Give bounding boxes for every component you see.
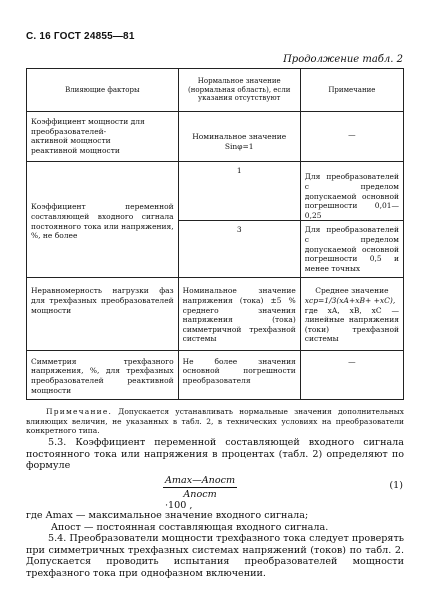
formula-1 [163, 475, 263, 511]
cell-normal: Номинальное значение напряжения (тока) ±5 % среднего значения напряжения (тока) симметричной трехфазной системы [178, 278, 300, 351]
cell-factor: Неравномерность нагрузки фаз для трехфазных преобразователей мощности [27, 278, 179, 351]
cell-factor: Коэффициент переменной составляющей входного сигнала постоянного тока или напряжения, %, не более [27, 162, 179, 278]
note-formula: xср=1/3(xA+xB+ +xC), [304, 295, 396, 305]
paragraph-5-3: 5.3. Коэффициент переменной составляющей входного сигнала постоянного тока или напряжения в процентах (табл. 2) определяют по формуле [26, 437, 404, 472]
cell-note-dash: — [348, 130, 356, 139]
column-header-factors: Влияющие факторы [27, 69, 179, 112]
note-label: Примечание. [46, 407, 113, 416]
table-note [26, 407, 404, 436]
cell-note-group [300, 278, 403, 351]
table-row-symmetry [27, 350, 404, 399]
table-header-row [27, 69, 404, 112]
table-row-load-imbalance [27, 278, 404, 351]
note-text: где xA, xB, xC — линейные напряжения (токи) трехфазной системы [304, 305, 399, 344]
formula-numerator: Amax—Aпост [165, 475, 236, 486]
definition-apost: Aпост — постоянная составляющая входного сигнала. [51, 521, 329, 533]
page-header: С. 16 ГОСТ 24855—81 [26, 31, 135, 42]
column-header-note: Примечание [300, 69, 403, 112]
table-row-power-factor [27, 112, 404, 162]
formula-multiplier: ·100 , [165, 500, 193, 511]
cell-factor: Симметрия трехфазного напряжения, %, для трехфазных преобразователей реактивной мощности [27, 350, 179, 399]
cell-note: Для преобразователей с пределом допускаемой основной погрешности 0,01—0,25 [300, 162, 403, 221]
cell-normal: Не более значения основной погрешности преобразователя [178, 350, 300, 399]
cell-normal: 1 [178, 162, 300, 221]
cell-factor: Коэффициент мощности для преобразователей- активной мощности реактивной мощности [27, 112, 179, 162]
note-body: Допускается устанавливать нормальные значения дополнительных влияющих величин, не указанных в табл. 2, в технических условиях на преобразователи конкретного типа. [26, 407, 404, 436]
cell-note-dash: — [348, 356, 356, 366]
cell-note: Для преобразователей с пределом допускаемой основной погрешности 0,5 и менее точных [300, 221, 403, 278]
formula-definitions [26, 510, 404, 533]
influence-factors-table [26, 68, 404, 400]
note-title: Среднее значение [315, 286, 389, 296]
paragraph-5-4: 5.4. Преобразователи мощности трехфазного тока следует проверять при симметричных трехфазных системах напряжений (токов) по табл. 2. Допускается проводить испытания преобразователей мощности трехфазного тока при однофазном включении. [26, 533, 404, 579]
formula-number: (1) [389, 480, 403, 491]
formula-denominator: Aпост [183, 489, 217, 500]
table-continuation-label: Продолжение табл. 2 [283, 54, 403, 65]
definition-amax: где Amax — максимальное значение входного сигнала; [26, 510, 309, 521]
cell-normal: Номинальное значение Sinφ=1 [178, 112, 300, 162]
table-row-ripple-factor-a [27, 162, 404, 221]
formula-fraction [163, 475, 237, 500]
column-header-normal-value: Нормальное значение (нормальная область), если указания отсутствуют [178, 69, 300, 112]
cell-normal: 3 [178, 221, 300, 278]
